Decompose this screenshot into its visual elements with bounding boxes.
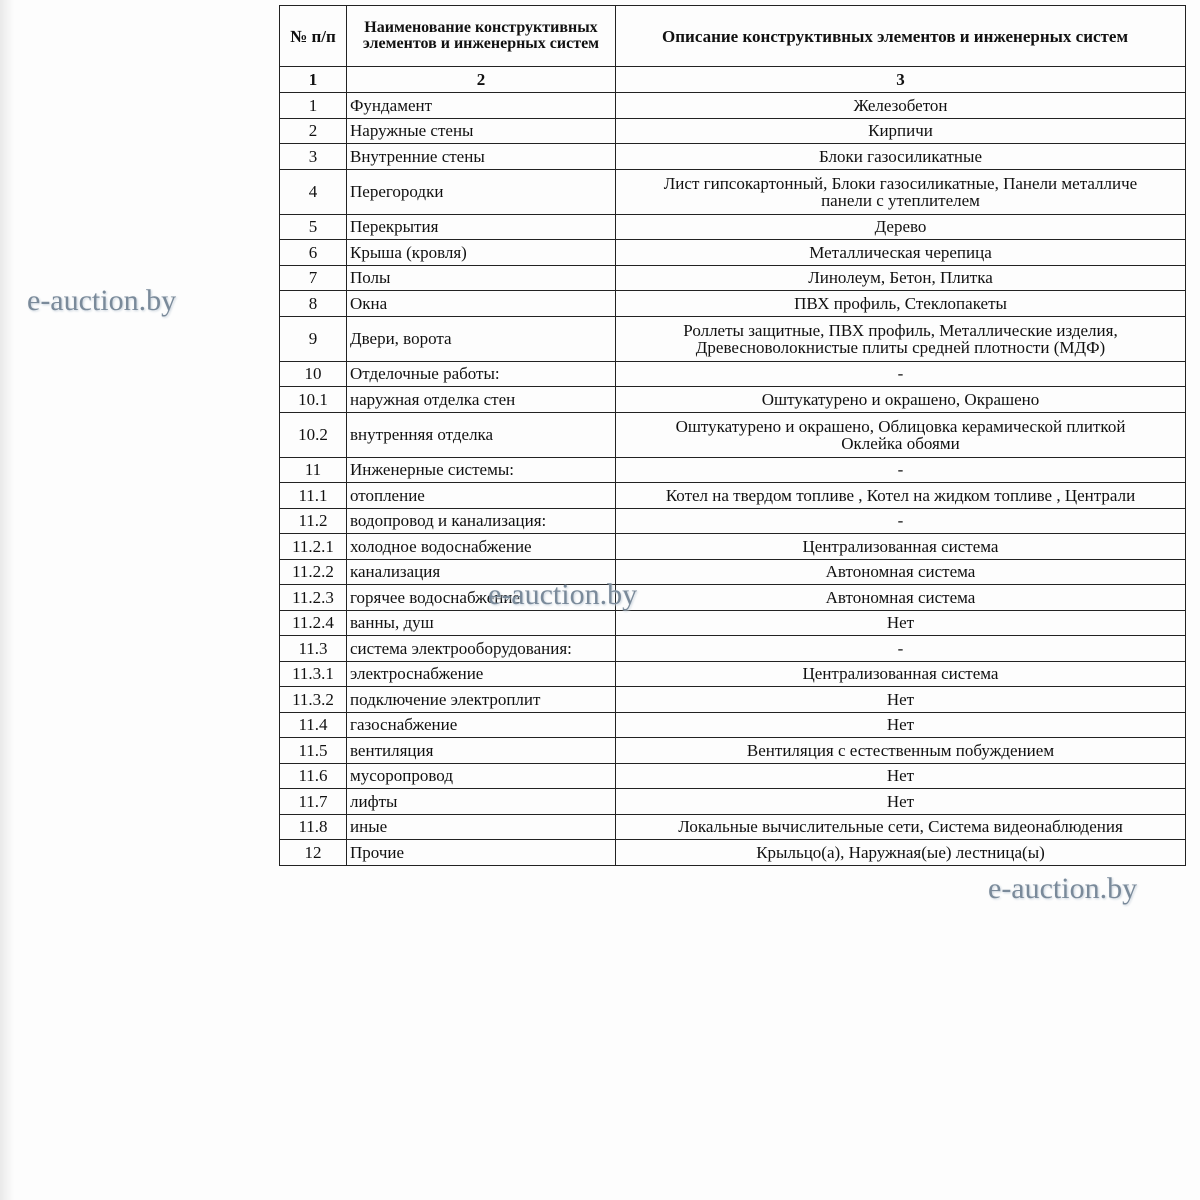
element-description	[616, 559, 1186, 585]
table-row	[280, 534, 1186, 560]
element-description	[616, 763, 1186, 789]
element-description	[616, 387, 1186, 413]
table-row	[280, 610, 1186, 636]
element-name: Крыша (кровля)	[347, 240, 616, 266]
description-line: Древесноволокнистые плиты средней плотности (МДФ)	[695, 337, 1106, 357]
element-description	[616, 93, 1186, 119]
table-row	[280, 144, 1186, 170]
table-row	[280, 687, 1186, 713]
description-line: Нет	[886, 766, 915, 786]
description-line: Автономная система	[825, 562, 976, 582]
description-line: Линолеум, Бетон, Плитка	[808, 268, 993, 288]
element-name: Внутренние стены	[347, 144, 616, 170]
element-name: вентиляция	[347, 738, 616, 764]
element-name: наружная отделка стен	[347, 387, 616, 413]
row-number: 11.2.2	[280, 559, 347, 585]
row-number: 11.6	[280, 763, 347, 789]
element-name: Наружные стены	[347, 118, 616, 144]
element-description	[616, 265, 1186, 291]
row-number: 4	[280, 169, 347, 214]
table-row	[280, 265, 1186, 291]
row-number: 11.1	[280, 483, 347, 509]
element-description	[616, 361, 1186, 387]
table-row	[280, 291, 1186, 317]
element-description	[616, 738, 1186, 764]
table-row	[280, 585, 1186, 611]
description-line: Дерево	[874, 217, 927, 237]
row-number: 11.8	[280, 814, 347, 840]
element-name: система электрооборудования:	[347, 636, 616, 662]
row-number: 8	[280, 291, 347, 317]
element-name: водопровод и канализация:	[347, 508, 616, 534]
element-description	[616, 534, 1186, 560]
element-description	[616, 712, 1186, 738]
element-description	[616, 687, 1186, 713]
column-index-2: 2	[347, 67, 616, 93]
description-line: -	[897, 511, 904, 531]
table-row	[280, 661, 1186, 687]
description-line: Локальные вычислительные сети, Система видеонаблюдения	[678, 817, 1123, 837]
watermark-center: e-auction.by	[488, 578, 638, 611]
table-row	[280, 559, 1186, 585]
element-description	[616, 291, 1186, 317]
element-description	[616, 214, 1186, 240]
table-row	[280, 712, 1186, 738]
table-row	[280, 763, 1186, 789]
element-name: Прочие	[347, 840, 616, 866]
row-number: 11.2	[280, 508, 347, 534]
row-number: 5	[280, 214, 347, 240]
column-index-1: 1	[280, 67, 347, 93]
row-number: 1	[280, 93, 347, 119]
row-number: 6	[280, 240, 347, 266]
column-index-row	[280, 67, 1186, 93]
element-name: канализация	[347, 559, 616, 585]
row-number: 11.7	[280, 789, 347, 815]
table-row	[280, 214, 1186, 240]
header-num: № п/п	[280, 6, 347, 67]
element-name: Двери, ворота	[347, 316, 616, 361]
header-row	[280, 6, 1186, 67]
header-description: Описание конструктивных элементов и инженерных систем	[616, 6, 1186, 67]
element-name: холодное водоснабжение	[347, 534, 616, 560]
element-description	[616, 240, 1186, 266]
row-number: 11.3.1	[280, 661, 347, 687]
watermark-left: e-auction.by	[27, 284, 177, 317]
row-number: 11.3.2	[280, 687, 347, 713]
row-number: 11.2.4	[280, 610, 347, 636]
page-edge-shadow	[0, 0, 14, 1200]
row-number: 9	[280, 316, 347, 361]
description-line: Вентиляция с естественным побуждением	[746, 740, 1055, 760]
element-name: Инженерные системы:	[347, 457, 616, 483]
element-description	[616, 789, 1186, 815]
description-line: Централизованная система	[802, 664, 999, 684]
row-number: 11.2.3	[280, 585, 347, 611]
element-name: Полы	[347, 265, 616, 291]
table-row	[280, 483, 1186, 509]
table-row	[280, 457, 1186, 483]
element-name: Фундамент	[347, 93, 616, 119]
element-description	[616, 585, 1186, 611]
row-number: 12	[280, 840, 347, 866]
description-line: Оклейка обоями	[841, 433, 960, 453]
description-line: Крыльцо(а), Наружная(ые) лестница(ы)	[756, 842, 1045, 862]
table-row	[280, 169, 1186, 214]
table-row	[280, 412, 1186, 457]
row-number: 7	[280, 265, 347, 291]
table-row	[280, 316, 1186, 361]
description-line: Нет	[886, 791, 915, 811]
element-name: подключение электроплит	[347, 687, 616, 713]
element-description	[616, 840, 1186, 866]
description-line: Роллеты защитные, ПВХ профиль, Металлические изделия,	[683, 320, 1118, 340]
element-description	[616, 814, 1186, 840]
table-row	[280, 636, 1186, 662]
element-name: отопление	[347, 483, 616, 509]
element-name: Перекрытия	[347, 214, 616, 240]
construction-elements-table	[279, 5, 1186, 866]
element-description	[616, 412, 1186, 457]
element-description	[616, 457, 1186, 483]
row-number: 10.1	[280, 387, 347, 413]
element-name: иные	[347, 814, 616, 840]
description-line: Кирпичи	[868, 121, 933, 141]
description-line: Нет	[886, 689, 915, 709]
element-name: внутренняя отделка	[347, 412, 616, 457]
element-description	[616, 610, 1186, 636]
element-name: мусоропровод	[347, 763, 616, 789]
element-description	[616, 661, 1186, 687]
description-line: панели с утеплителем	[821, 190, 980, 210]
element-name: газоснабжение	[347, 712, 616, 738]
element-description	[616, 169, 1186, 214]
row-number: 11	[280, 457, 347, 483]
row-number: 11.4	[280, 712, 347, 738]
description-line: Котел на твердом топливе , Котел на жидком топливе , Централи	[665, 485, 1136, 505]
row-number: 11.2.1	[280, 534, 347, 560]
element-name: ванны, душ	[347, 610, 616, 636]
element-name: Отделочные работы:	[347, 361, 616, 387]
row-number: 11.3	[280, 636, 347, 662]
element-name: Окна	[347, 291, 616, 317]
description-line: Железобетон	[853, 95, 948, 115]
row-number: 10.2	[280, 412, 347, 457]
table-row	[280, 840, 1186, 866]
description-line: -	[897, 460, 904, 480]
description-line: -	[897, 364, 904, 384]
description-line: Металлическая черепица	[809, 242, 992, 262]
row-number: 3	[280, 144, 347, 170]
element-name: горячее водоснабжение	[347, 585, 616, 611]
table-row	[280, 814, 1186, 840]
table-row	[280, 118, 1186, 144]
table-row	[280, 508, 1186, 534]
header-name: Наименование конструктивных элементов и инженерных систем	[347, 6, 616, 67]
row-number: 10	[280, 361, 347, 387]
element-name: Перегородки	[347, 169, 616, 214]
element-description	[616, 316, 1186, 361]
row-number: 11.5	[280, 738, 347, 764]
element-description	[616, 483, 1186, 509]
element-description	[616, 118, 1186, 144]
description-line: Нет	[886, 613, 915, 633]
table-row	[280, 361, 1186, 387]
description-line: Блоки газосиликатные	[818, 146, 982, 166]
description-line: ПВХ профиль, Стеклопакеты	[794, 293, 1007, 313]
description-line: Нет	[886, 715, 915, 735]
description-line: -	[897, 638, 904, 658]
element-name: электроснабжение	[347, 661, 616, 687]
table-row	[280, 240, 1186, 266]
element-name: лифты	[347, 789, 616, 815]
table-row	[280, 789, 1186, 815]
description-line: Лист гипсокартонный, Блоки газосиликатные, Панели металличе	[663, 173, 1138, 193]
row-number: 2	[280, 118, 347, 144]
description-line: Автономная система	[825, 587, 976, 607]
table-row	[280, 738, 1186, 764]
element-description	[616, 636, 1186, 662]
description-line: Оштукатурено и окрашено, Окрашено	[761, 389, 1040, 409]
watermark-bottom-right: e-auction.by	[988, 872, 1138, 905]
description-line: Централизованная система	[802, 536, 999, 556]
table-row	[280, 93, 1186, 119]
element-description	[616, 144, 1186, 170]
table-row	[280, 387, 1186, 413]
description-line: Оштукатурено и окрашено, Облицовка керамической плиткой	[675, 416, 1126, 436]
element-description	[616, 508, 1186, 534]
column-index-3: 3	[616, 67, 1186, 93]
